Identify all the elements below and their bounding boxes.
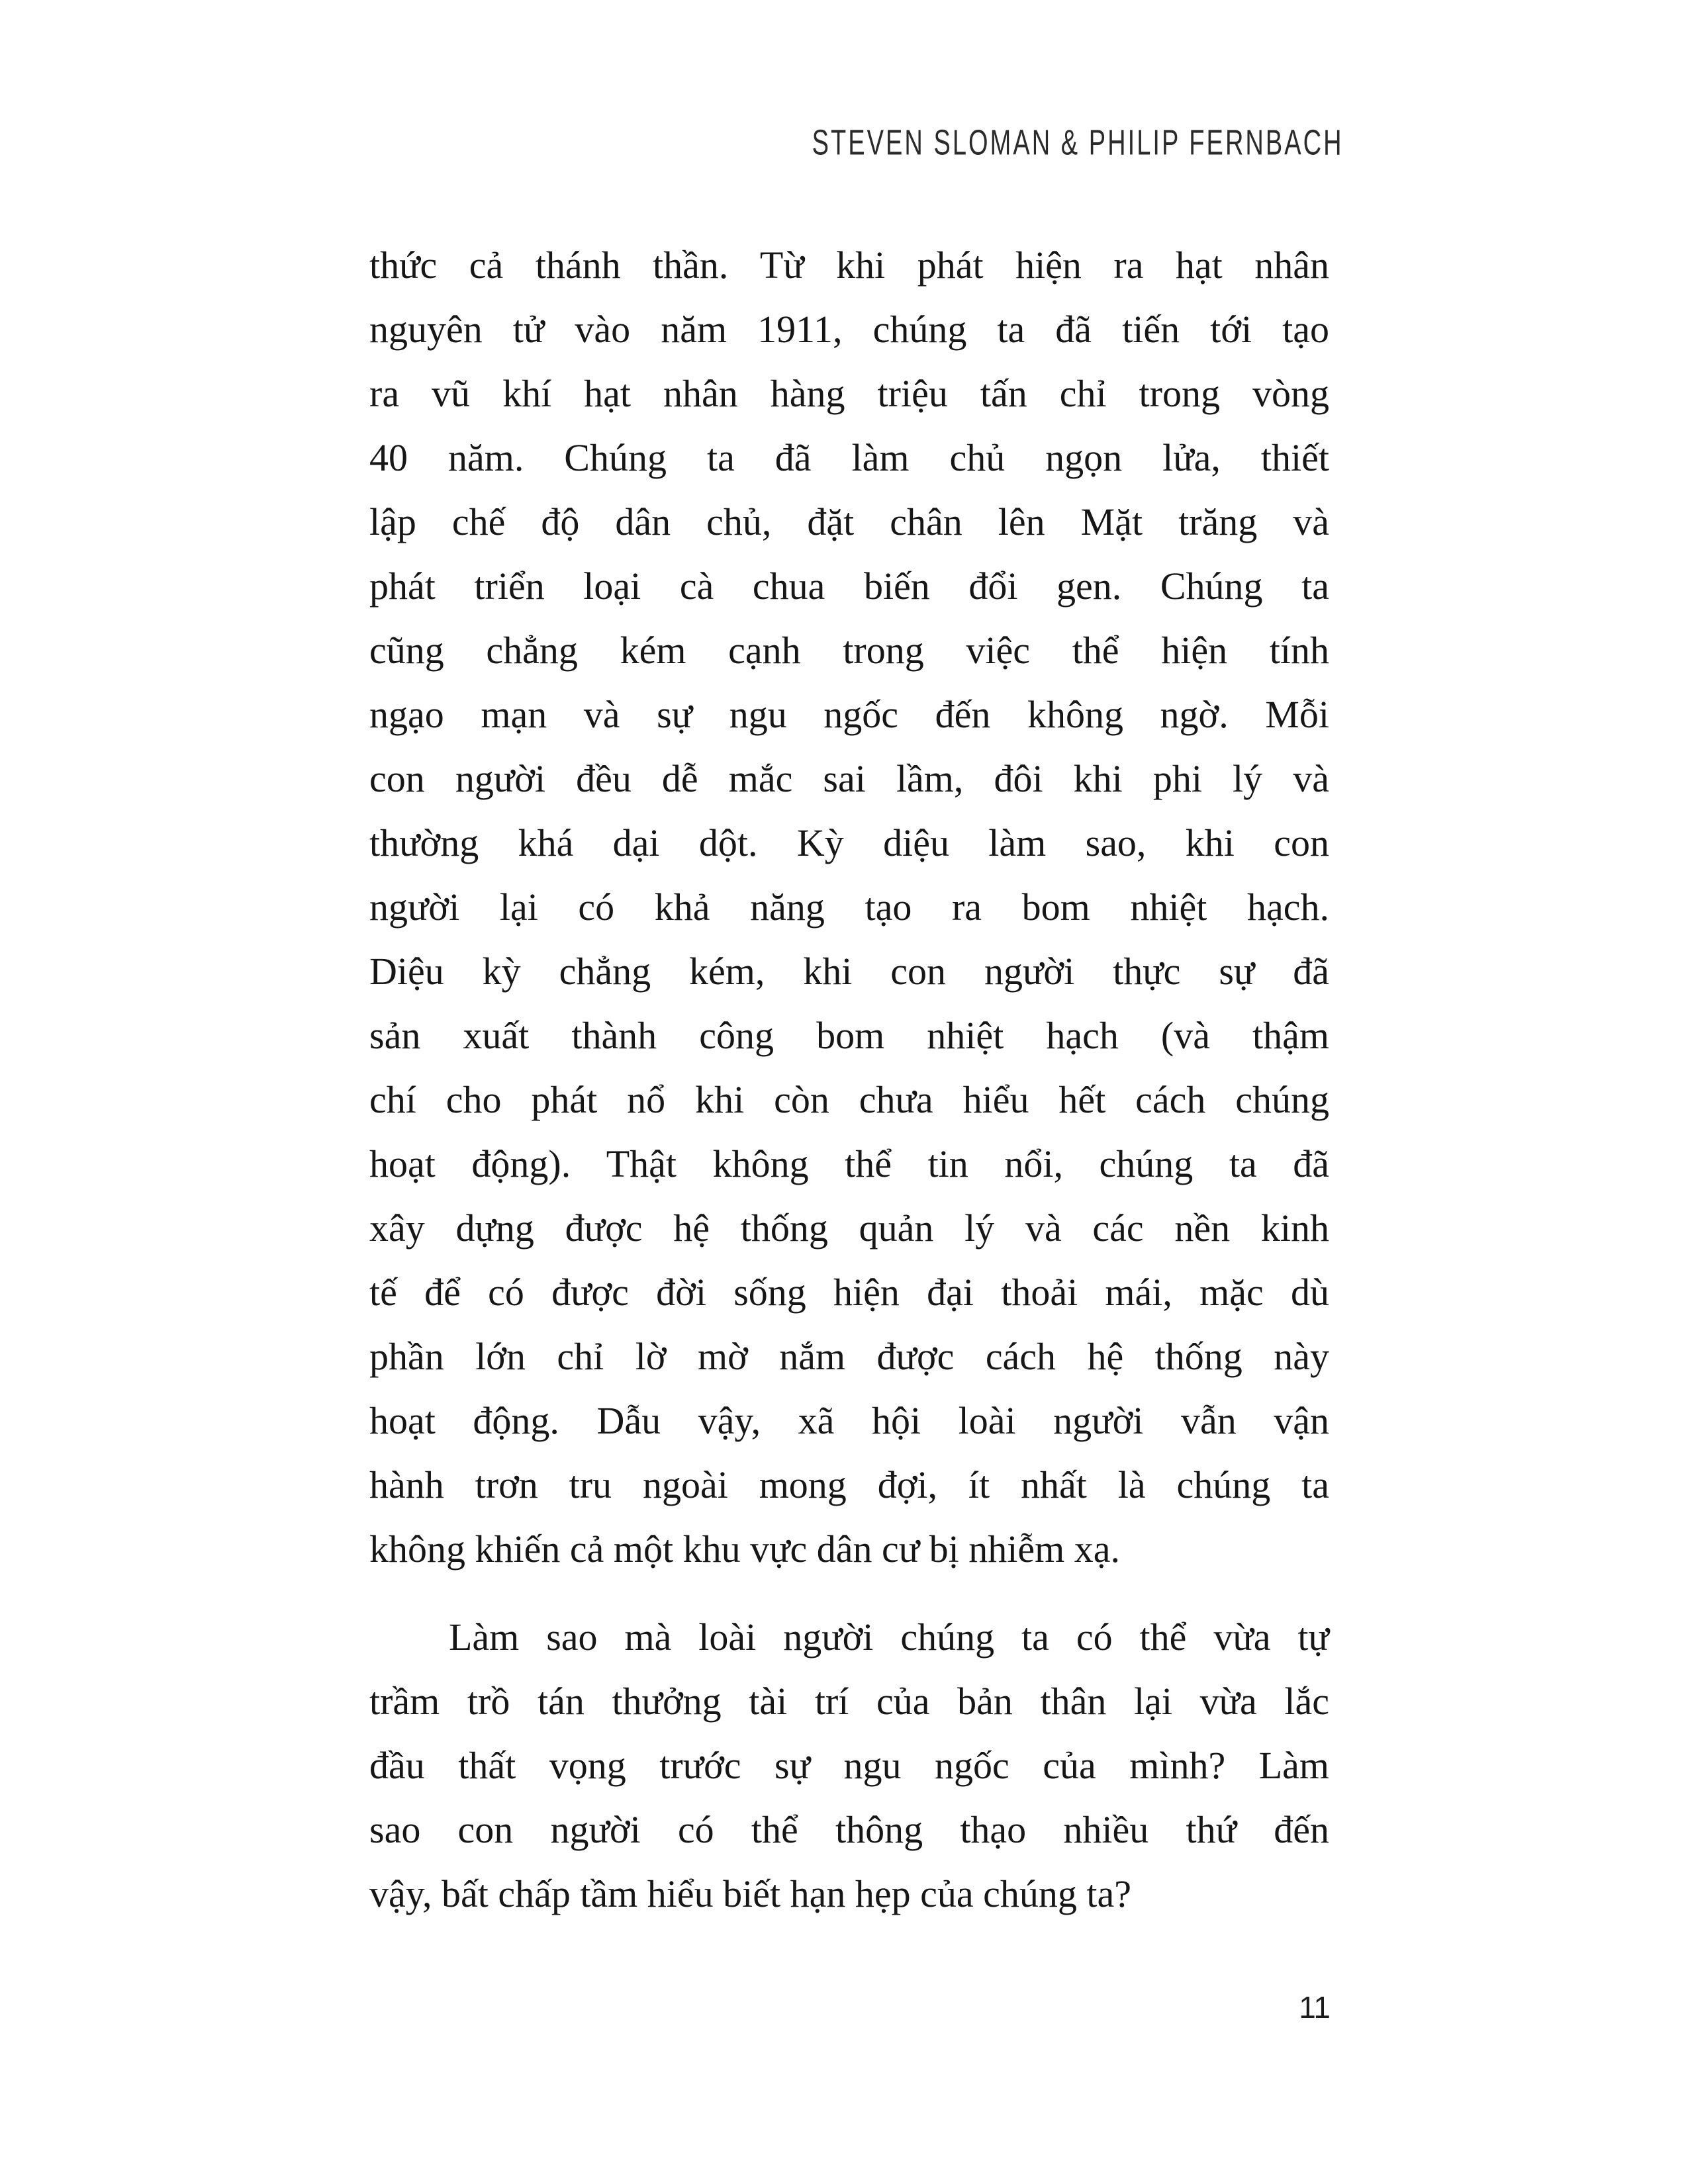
text-line: trầm trồ tán thưởng tài trí của bản thân lại vừa lắc bbox=[369, 1680, 1329, 1723]
paragraph bbox=[369, 233, 1329, 1581]
page-body bbox=[369, 233, 1329, 1926]
text-line: hành trơn tru ngoài mong đợi, ít nhất là chúng ta bbox=[369, 1463, 1329, 1506]
text-line: nguyên tử vào năm 1911, chúng ta đã tiến tới tạo bbox=[369, 308, 1329, 351]
text-line: vậy, bất chấp tầm hiểu biết hạn hẹp của chúng ta? bbox=[369, 1872, 1131, 1915]
text-line: ngạo mạn và sự ngu ngốc đến không ngờ. Mỗi bbox=[369, 693, 1329, 736]
text-line: phát triển loại cà chua biến đổi gen. Chúng ta bbox=[369, 565, 1329, 608]
text-line: ra vũ khí hạt nhân hàng triệu tấn chỉ trong vòng bbox=[369, 372, 1329, 415]
page-number: 11 bbox=[1299, 1990, 1331, 2025]
text-line: phần lớn chỉ lờ mờ nắm được cách hệ thống này bbox=[369, 1335, 1329, 1378]
text-line: Diệu kỳ chẳng kém, khi con người thực sự đã bbox=[369, 950, 1329, 993]
text-line: người lại có khả năng tạo ra bom nhiệt hạch. bbox=[369, 886, 1329, 929]
text-line: Làm sao mà loài người chúng ta có thể vừa tự bbox=[449, 1615, 1329, 1659]
text-line: sao con người có thể thông thạo nhiều thứ đến bbox=[369, 1808, 1329, 1851]
text-line: sản xuất thành công bom nhiệt hạch (và thậm bbox=[369, 1014, 1329, 1057]
text-line: chí cho phát nổ khi còn chưa hiểu hết cách chúng bbox=[369, 1078, 1329, 1121]
text-line: tế để có được đời sống hiện đại thoải mái, mặc dù bbox=[369, 1271, 1329, 1314]
text-line: thường khá dại dột. Kỳ diệu làm sao, khi con bbox=[369, 821, 1329, 864]
text-line: không khiến cả một khu vực dân cư bị nhiễm xạ. bbox=[369, 1527, 1121, 1570]
text-line: đầu thất vọng trước sự ngu ngốc của mình? Làm bbox=[369, 1744, 1329, 1787]
text-line: con người đều dễ mắc sai lầm, đôi khi phi lý và bbox=[369, 757, 1329, 800]
text-line: cũng chẳng kém cạnh trong việc thể hiện tính bbox=[369, 629, 1329, 672]
text-line: lập chế độ dân chủ, đặt chân lên Mặt trăng và bbox=[369, 500, 1329, 543]
running-header: STEVEN SLOMAN & PHILIP FERNBACH bbox=[812, 122, 1344, 163]
text-line: xây dựng được hệ thống quản lý và các nền kinh bbox=[369, 1206, 1329, 1250]
text-line: thức cả thánh thần. Từ khi phát hiện ra hạt nhân bbox=[369, 244, 1329, 287]
text-line: hoạt động. Dẫu vậy, xã hội loài người vẫn vận bbox=[369, 1399, 1329, 1442]
paragraph bbox=[369, 1605, 1329, 1926]
text-line: 40 năm. Chúng ta đã làm chủ ngọn lửa, thiết bbox=[369, 436, 1329, 479]
text-line: hoạt động). Thật không thể tin nổi, chúng ta đã bbox=[369, 1142, 1329, 1185]
